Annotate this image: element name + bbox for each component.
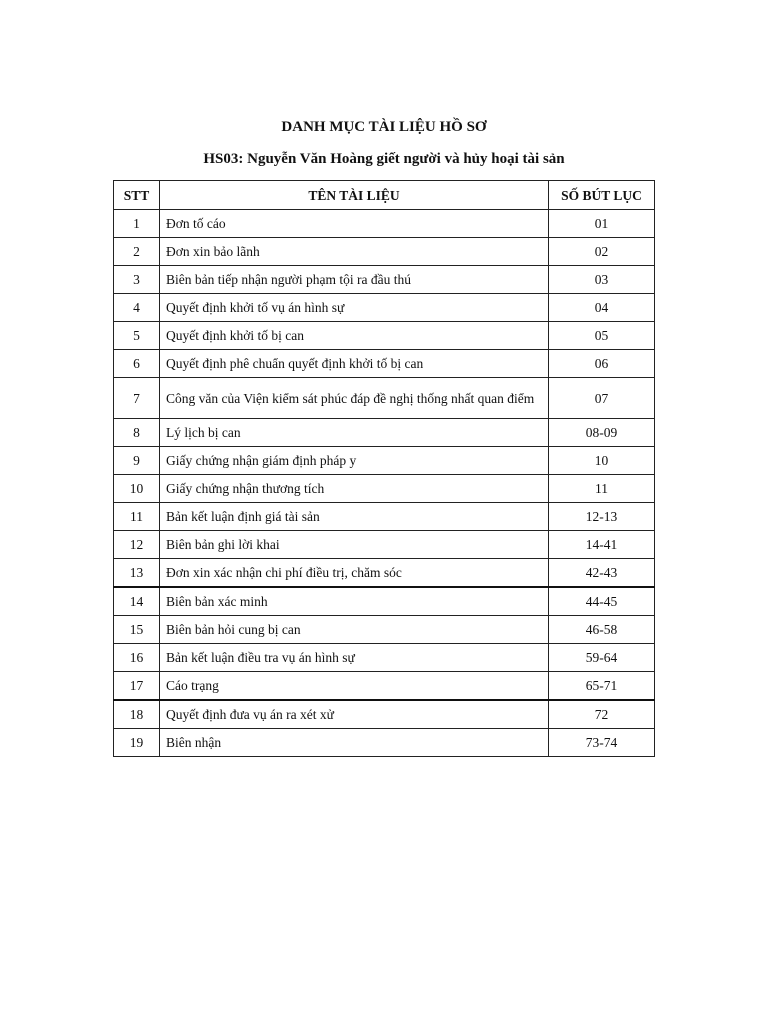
row-page-numbers: 14-41 xyxy=(549,531,655,559)
row-page-numbers: 06 xyxy=(549,350,655,378)
table-row xyxy=(114,587,655,616)
row-stt: 1 xyxy=(114,210,160,238)
table-row xyxy=(114,644,655,672)
table-row xyxy=(114,322,655,350)
document-title: DANH MỤC TÀI LIỆU HỒ SƠ xyxy=(281,119,487,135)
row-page-numbers: 42-43 xyxy=(549,559,655,588)
row-page-numbers: 05 xyxy=(549,322,655,350)
row-stt: 6 xyxy=(114,350,160,378)
row-page-numbers: 08-09 xyxy=(549,419,655,447)
row-document-name: Biên nhận xyxy=(160,729,549,757)
row-stt: 8 xyxy=(114,419,160,447)
row-document-name: Quyết định đưa vụ án ra xét xử xyxy=(160,700,549,729)
row-page-numbers: 11 xyxy=(549,475,655,503)
row-document-name: Quyết định khởi tố bị can xyxy=(160,322,549,350)
row-stt: 19 xyxy=(114,729,160,757)
row-page-numbers: 04 xyxy=(549,294,655,322)
row-document-name: Công văn của Viện kiểm sát phúc đáp đề nghị thống nhất quan điểm xyxy=(160,378,549,419)
header-stt: STT xyxy=(114,181,160,210)
table-row xyxy=(114,210,655,238)
header-document-name: TÊN TÀI LIỆU xyxy=(160,181,549,210)
row-document-name: Biên bản hỏi cung bị can xyxy=(160,616,549,644)
row-document-name: Giấy chứng nhận giám định pháp y xyxy=(160,447,549,475)
row-document-name: Đơn xin xác nhận chi phí điều trị, chăm sóc xyxy=(160,559,549,588)
row-stt: 14 xyxy=(114,587,160,616)
row-page-numbers: 12-13 xyxy=(549,503,655,531)
row-page-numbers: 65-71 xyxy=(549,672,655,701)
row-document-name: Lý lịch bị can xyxy=(160,419,549,447)
row-stt: 18 xyxy=(114,700,160,729)
row-stt: 17 xyxy=(114,672,160,701)
row-document-name: Quyết định phê chuẩn quyết định khởi tố bị can xyxy=(160,350,549,378)
row-page-numbers: 10 xyxy=(549,447,655,475)
row-stt: 10 xyxy=(114,475,160,503)
table-row xyxy=(114,294,655,322)
row-document-name: Biên bản ghi lời khai xyxy=(160,531,549,559)
table-row xyxy=(114,419,655,447)
row-stt: 16 xyxy=(114,644,160,672)
row-stt: 7 xyxy=(114,378,160,419)
row-page-numbers: 03 xyxy=(549,266,655,294)
row-page-numbers: 73-74 xyxy=(549,729,655,757)
table-row xyxy=(114,559,655,588)
row-document-name: Bản kết luận điều tra vụ án hình sự xyxy=(160,644,549,672)
row-stt: 3 xyxy=(114,266,160,294)
row-page-numbers: 01 xyxy=(549,210,655,238)
row-stt: 12 xyxy=(114,531,160,559)
row-stt: 13 xyxy=(114,559,160,588)
table-row xyxy=(114,616,655,644)
row-document-name: Đơn tố cáo xyxy=(160,210,549,238)
row-page-numbers: 02 xyxy=(549,238,655,266)
row-document-name: Bản kết luận định giá tài sản xyxy=(160,503,549,531)
table-row xyxy=(114,503,655,531)
row-document-name: Giấy chứng nhận thương tích xyxy=(160,475,549,503)
table-row xyxy=(114,531,655,559)
row-document-name: Cáo trạng xyxy=(160,672,549,701)
table-row xyxy=(114,238,655,266)
row-document-name: Đơn xin bảo lãnh xyxy=(160,238,549,266)
table-row xyxy=(114,672,655,701)
table-row xyxy=(114,447,655,475)
row-stt: 2 xyxy=(114,238,160,266)
row-page-numbers: 07 xyxy=(549,378,655,419)
row-stt: 15 xyxy=(114,616,160,644)
table-row xyxy=(114,475,655,503)
row-page-numbers: 72 xyxy=(549,700,655,729)
table-header-row xyxy=(114,181,655,210)
row-stt: 11 xyxy=(114,503,160,531)
row-stt: 4 xyxy=(114,294,160,322)
table-row xyxy=(114,350,655,378)
row-document-name: Biên bản tiếp nhận người phạm tội ra đầu thú xyxy=(160,266,549,294)
row-page-numbers: 46-58 xyxy=(549,616,655,644)
table-row xyxy=(114,266,655,294)
row-document-name: Quyết định khởi tố vụ án hình sự xyxy=(160,294,549,322)
document-subtitle: HS03: Nguyễn Văn Hoàng giết người và hủy hoại tài sản xyxy=(203,151,565,167)
row-page-numbers: 44-45 xyxy=(549,587,655,616)
row-stt: 9 xyxy=(114,447,160,475)
row-document-name: Biên bản xác minh xyxy=(160,587,549,616)
table-row xyxy=(114,729,655,757)
row-page-numbers: 59-64 xyxy=(549,644,655,672)
document-index-table xyxy=(113,180,655,757)
table-row xyxy=(114,700,655,729)
table-row xyxy=(114,378,655,419)
header-page-numbers: SỐ BÚT LỤC xyxy=(549,181,655,210)
row-stt: 5 xyxy=(114,322,160,350)
